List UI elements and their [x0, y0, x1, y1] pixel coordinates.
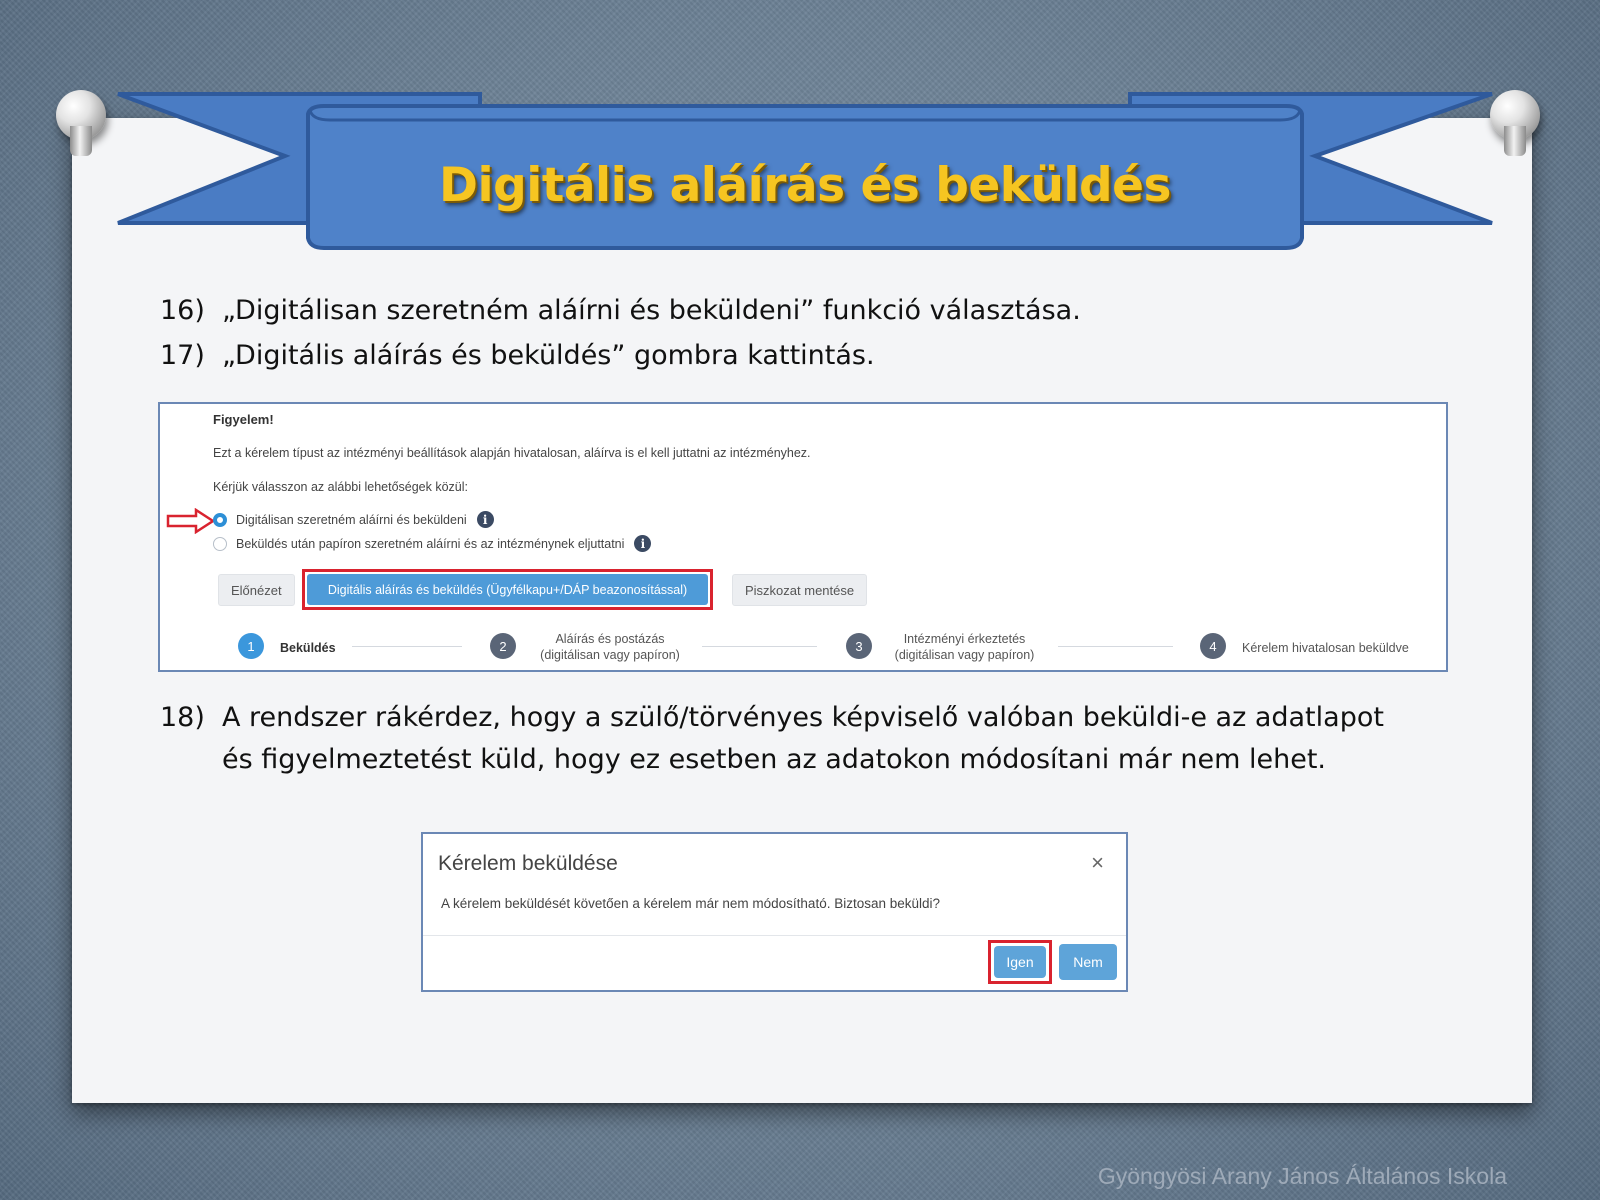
preview-button[interactable]: Előnézet — [218, 574, 295, 606]
step-title: Aláírás és postázás — [555, 632, 665, 646]
radio-selected-icon[interactable] — [213, 513, 227, 527]
step-connector — [1058, 646, 1173, 647]
step-circle-4: 4 — [1200, 633, 1226, 659]
slide-title: Digitális aláírás és beküldés — [438, 158, 1172, 213]
school-footer: Gyöngyösi Arany János Általános Iskola — [1097, 1163, 1507, 1189]
step-text: A rendszer rákérdez, hogy a szülő/törvényes képviselő valóban beküldi-e az adatlapot és figyelmeztetést küld, hogy ez esetben az adatokon módosítani már nem lehet. — [222, 702, 1384, 775]
submission-options-screenshot — [158, 402, 1448, 672]
yes-button-highlight — [988, 940, 1052, 984]
step-circle-2: 2 — [490, 633, 516, 659]
step-circle-1: 1 — [238, 633, 264, 659]
submit-confirmation-dialog — [421, 832, 1128, 992]
progress-steps — [160, 626, 1446, 666]
dialog-title: Kérelem beküldése — [438, 852, 618, 875]
warning-text: Ezt a kérelem típust az intézményi beállítások alapján hivatalosan, aláírva is el kell juttatni az intézményhez. — [213, 446, 811, 460]
step-label-3 — [882, 631, 1047, 663]
choice-prompt: Kérjük válasszon az alábbi lehetőségek közül: — [213, 480, 469, 494]
step-label-1: Beküldés — [280, 641, 336, 655]
no-button[interactable]: Nem — [1059, 944, 1117, 980]
yes-button[interactable]: Igen — [994, 946, 1046, 978]
option-label: Digitálisan szeretném aláírni és beküldeni — [236, 512, 467, 527]
close-icon[interactable]: × — [1091, 850, 1104, 875]
primary-button-highlight — [302, 569, 713, 610]
option-digital-sign[interactable] — [213, 511, 494, 528]
info-icon[interactable]: i — [634, 535, 651, 552]
left-pushpin-icon — [48, 90, 112, 154]
step-number: 18) — [160, 702, 205, 733]
step-number: 16) — [160, 295, 205, 326]
step-text: „Digitálisan szeretném aláírni és beküldeni” funkció választása. — [222, 295, 1081, 326]
no-button-wrap — [1059, 944, 1117, 980]
radio-unselected-icon[interactable] — [213, 537, 227, 551]
save-draft-button[interactable]: Piszkozat mentése — [732, 574, 867, 606]
warning-heading: Figyelem! — [213, 412, 274, 427]
step-text: „Digitális aláírás és beküldés” gombra kattintás. — [222, 340, 875, 371]
step-circle-3: 3 — [846, 633, 872, 659]
step-title: Intézményi érkeztetés — [903, 632, 1026, 646]
step-subtitle: (digitálisan vagy papíron) — [894, 648, 1035, 662]
digital-sign-submit-button[interactable]: Digitális aláírás és beküldés (Ügyfélkapu+/DÁP beazonosítással) — [307, 574, 708, 605]
info-icon[interactable]: i — [477, 511, 494, 528]
step-18 — [160, 697, 1410, 781]
option-paper-sign[interactable] — [213, 535, 651, 552]
step-number: 17) — [160, 340, 205, 371]
step-label-2 — [530, 631, 690, 663]
dialog-divider — [423, 935, 1126, 936]
step-subtitle: (digitálisan vagy papíron) — [540, 648, 680, 662]
step-17 — [160, 335, 1410, 377]
step-connector — [352, 646, 462, 647]
step-label-4: Kérelem hivatalosan beküldve — [1242, 641, 1409, 655]
option-label: Beküldés után papíron szeretném aláírni és az intézménynek eljuttatni — [236, 536, 625, 551]
red-pointer-arrow-icon — [166, 508, 216, 534]
dialog-message: A kérelem beküldését követően a kérelem már nem módosítható. Biztosan beküldi? — [441, 896, 941, 911]
step-connector — [702, 646, 817, 647]
step-16 — [160, 290, 1410, 332]
